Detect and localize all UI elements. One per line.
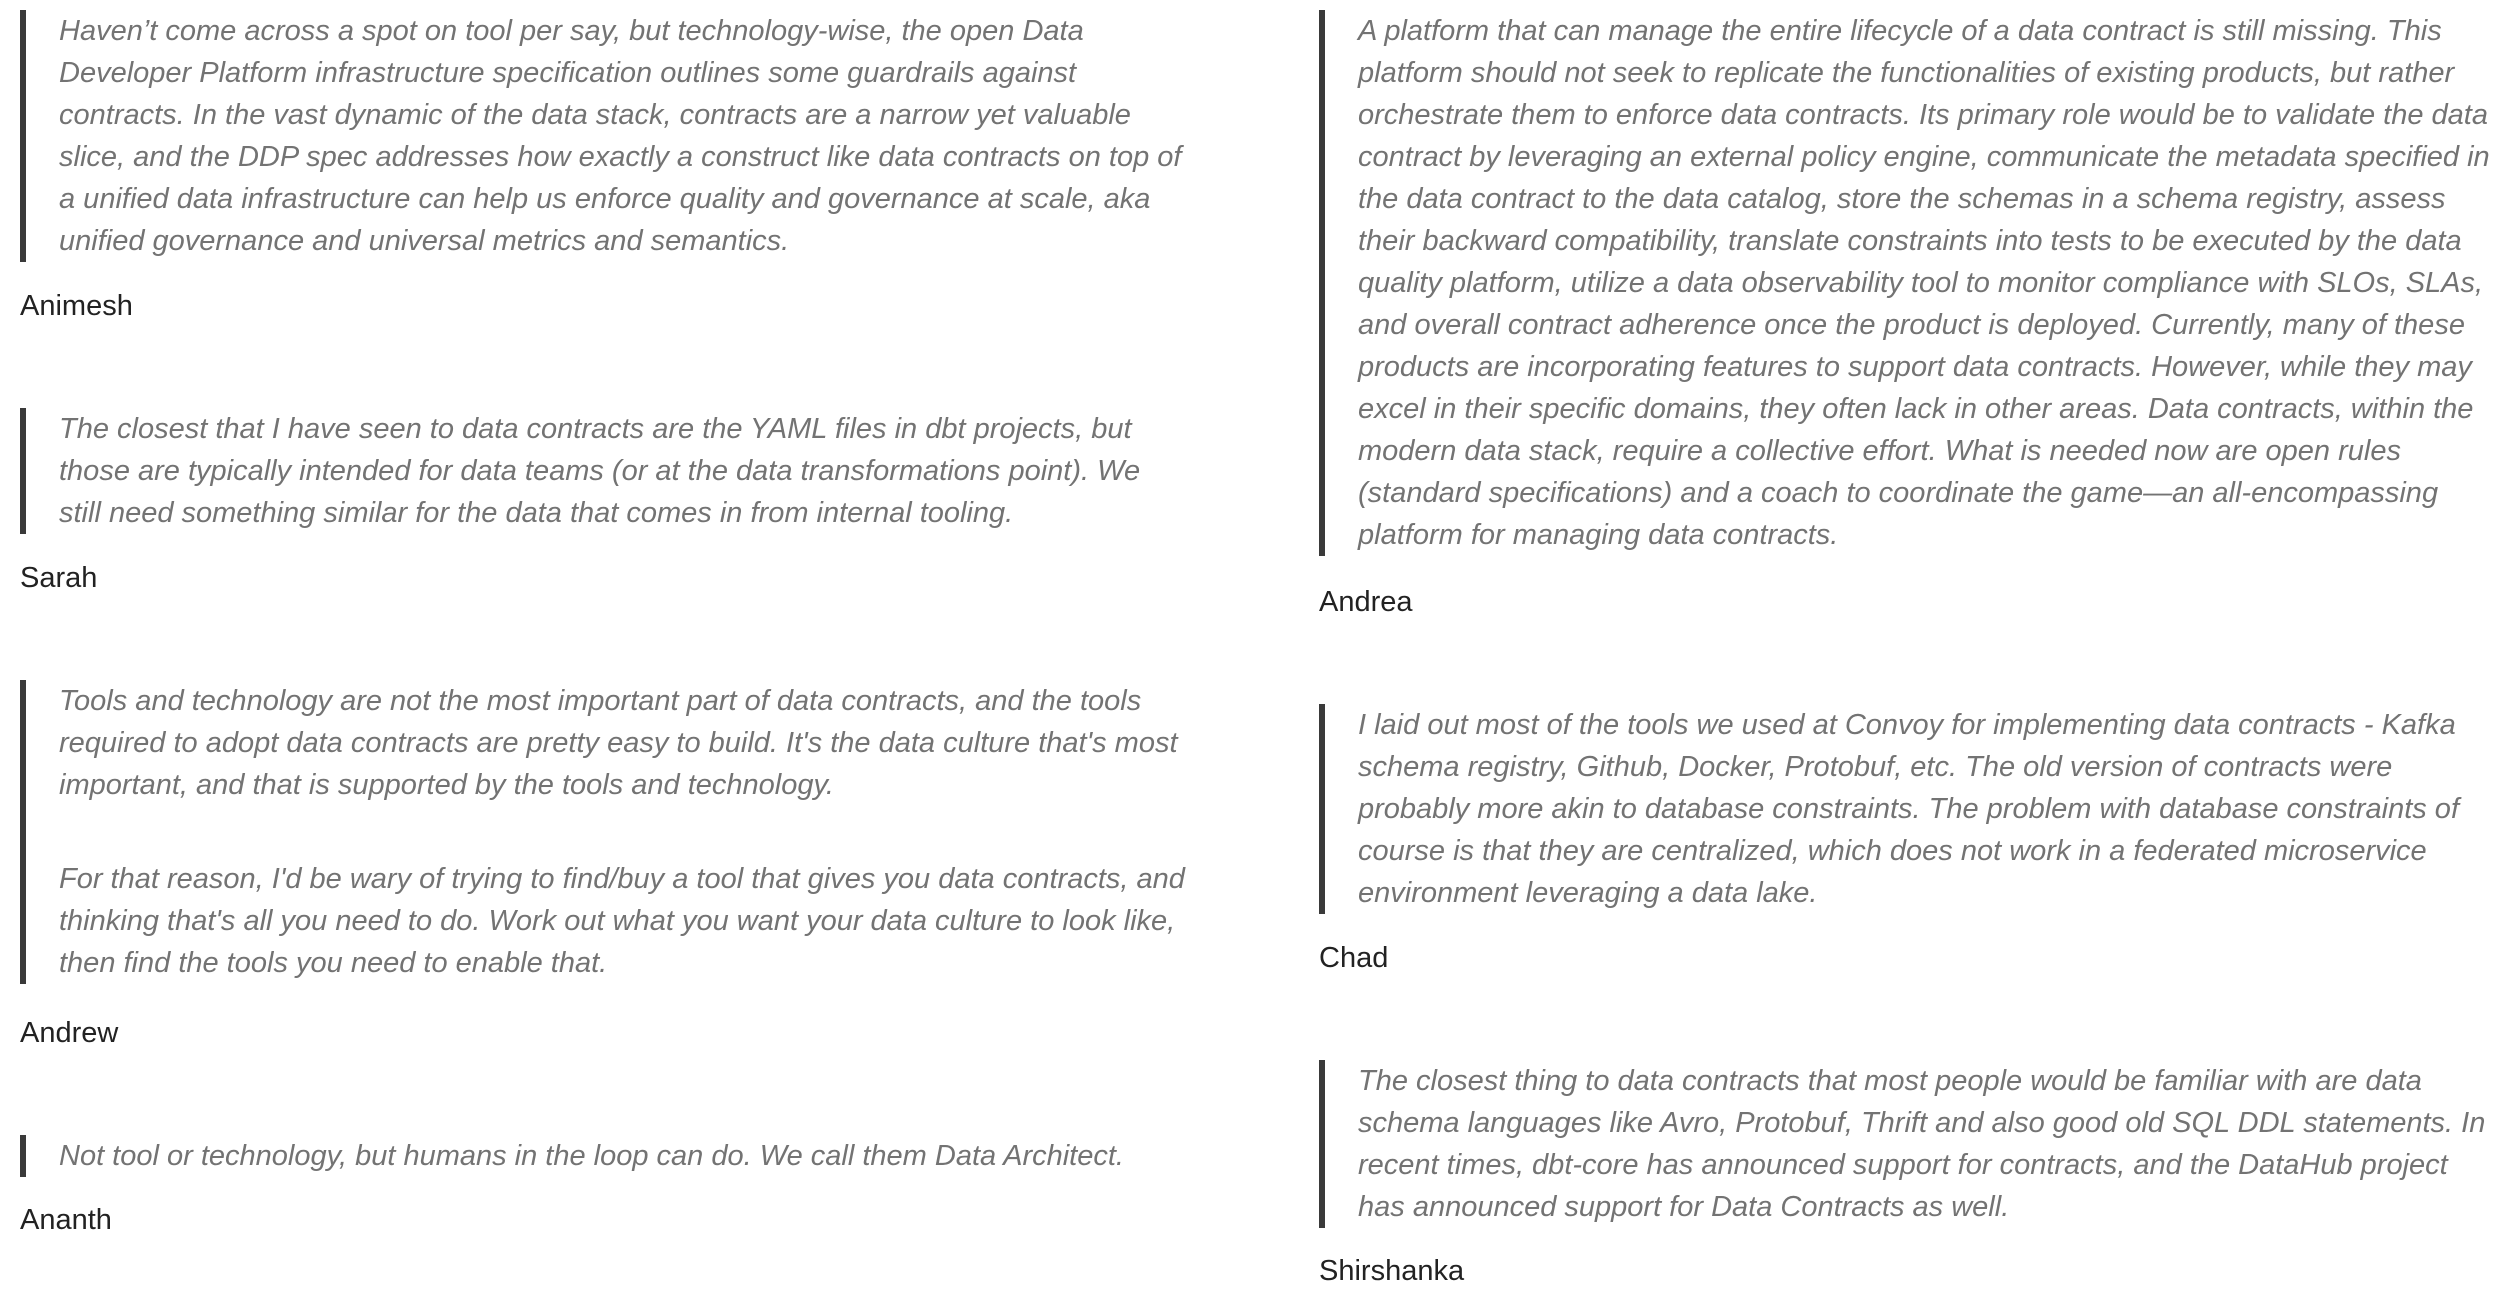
testimonial-shirshanka [1319,1060,2494,1228]
testimonial-chad [1319,704,2494,914]
testimonial-sarah [20,408,1190,534]
quote-text: I laid out most of the tools we used at Convoy for implementing data contracts - Kafka schema registry, Github, Docker, Protobuf, etc. The old version of contracts were probably more akin to database constraints. The problem with database constraints of course is that they are centralized, which does not work in a federated microservice environment leveraging a data lake. [1358,709,2459,909]
quote-text: The closest that I have seen to data contracts are the YAML files in dbt projects, but those are typically intended for data teams (or at the data transformations point). We still need something similar for the data that comes in from internal tooling. [59,413,1141,529]
quote-author: Ananth [20,1204,112,1236]
quote-author: Chad [1319,942,1389,974]
testimonial-andrea [1319,10,2494,556]
quote-author: Animesh [20,290,133,322]
quote-block [20,680,1190,984]
quote-text: Tools and technology are not the most important part of data contracts, and the tools required to adopt data contracts are pretty easy to build. It's the data culture that's most important, and that is supported by the tools and technology. [59,685,1178,801]
quote-author: Andrew [20,1017,119,1049]
quote-text: Haven’t come across a spot on tool per say, but technology-wise, the open Data Developer Platform infrastructure specification outlines some guardrails against contracts. In the vast dynamic of the data stack, contracts are a narrow yet valuable slice, and the DDP spec addresses how exactly a construct like data contracts on top of a unified data infrastructure can help us enforce quality and governance at scale, aka unified governance and universal metrics and semantics. [59,15,1182,257]
testimonial-ananth [20,1135,1190,1177]
quote-block [1319,10,2494,556]
quote-text: The closest thing to data contracts that most people would be familiar with are data schema languages like Avro, Protobuf, Thrift and also good old SQL DDL statements. In recent times, dbt-core has announced support for contracts, and the DataHub project has announced support for Data Contracts as well. [1358,1065,2486,1223]
quote-author: Andrea [1319,586,1413,618]
quote-author: Shirshanka [1319,1255,1465,1287]
quote-block [1319,704,2494,914]
quote-block [20,408,1190,534]
quote-text: A platform that can manage the entire lifecycle of a data contract is still missing. This platform should not seek to replicate the functionalities of existing products, but rather orchestrate them to enforce data contracts. Its primary role would be to validate the data contract by leveraging an external policy engine, communicate the metadata specified in the data contract to the data catalog, store the schemas in a schema registry, assess their backward compatibility, translate constraints into tests to be executed by the data quality platform, utilize a data observability tool to monitor compliance with SLOs, SLAs, and overall contract adherence once the product is deployed. Currently, many of these products are incorporating features to support data contracts. However, while they may excel in their specific domains, they often lack in other areas. Data contracts, within the modern data stack, require a collective effort. What is needed now are open rules (standard specifications) and a coach to coordinate the game—an all-encompassing platform for managing data contracts. [1358,15,2490,551]
quote-text: For that reason, I'd be wary of trying to find/buy a tool that gives you data contracts, and thinking that's all you need to do. Work out what you want your data culture to look like, then find the tools you need to enable that. [59,863,1185,979]
quote-block [1319,1060,2494,1228]
testimonial-andrew [20,680,1190,984]
quote-block [20,1135,1190,1177]
quote-text: Not tool or technology, but humans in the loop can do. We call them Data Architect. [59,1140,1124,1172]
quote-block [20,10,1190,262]
quote-author: Sarah [20,562,98,594]
testimonial-animesh [20,10,1190,262]
